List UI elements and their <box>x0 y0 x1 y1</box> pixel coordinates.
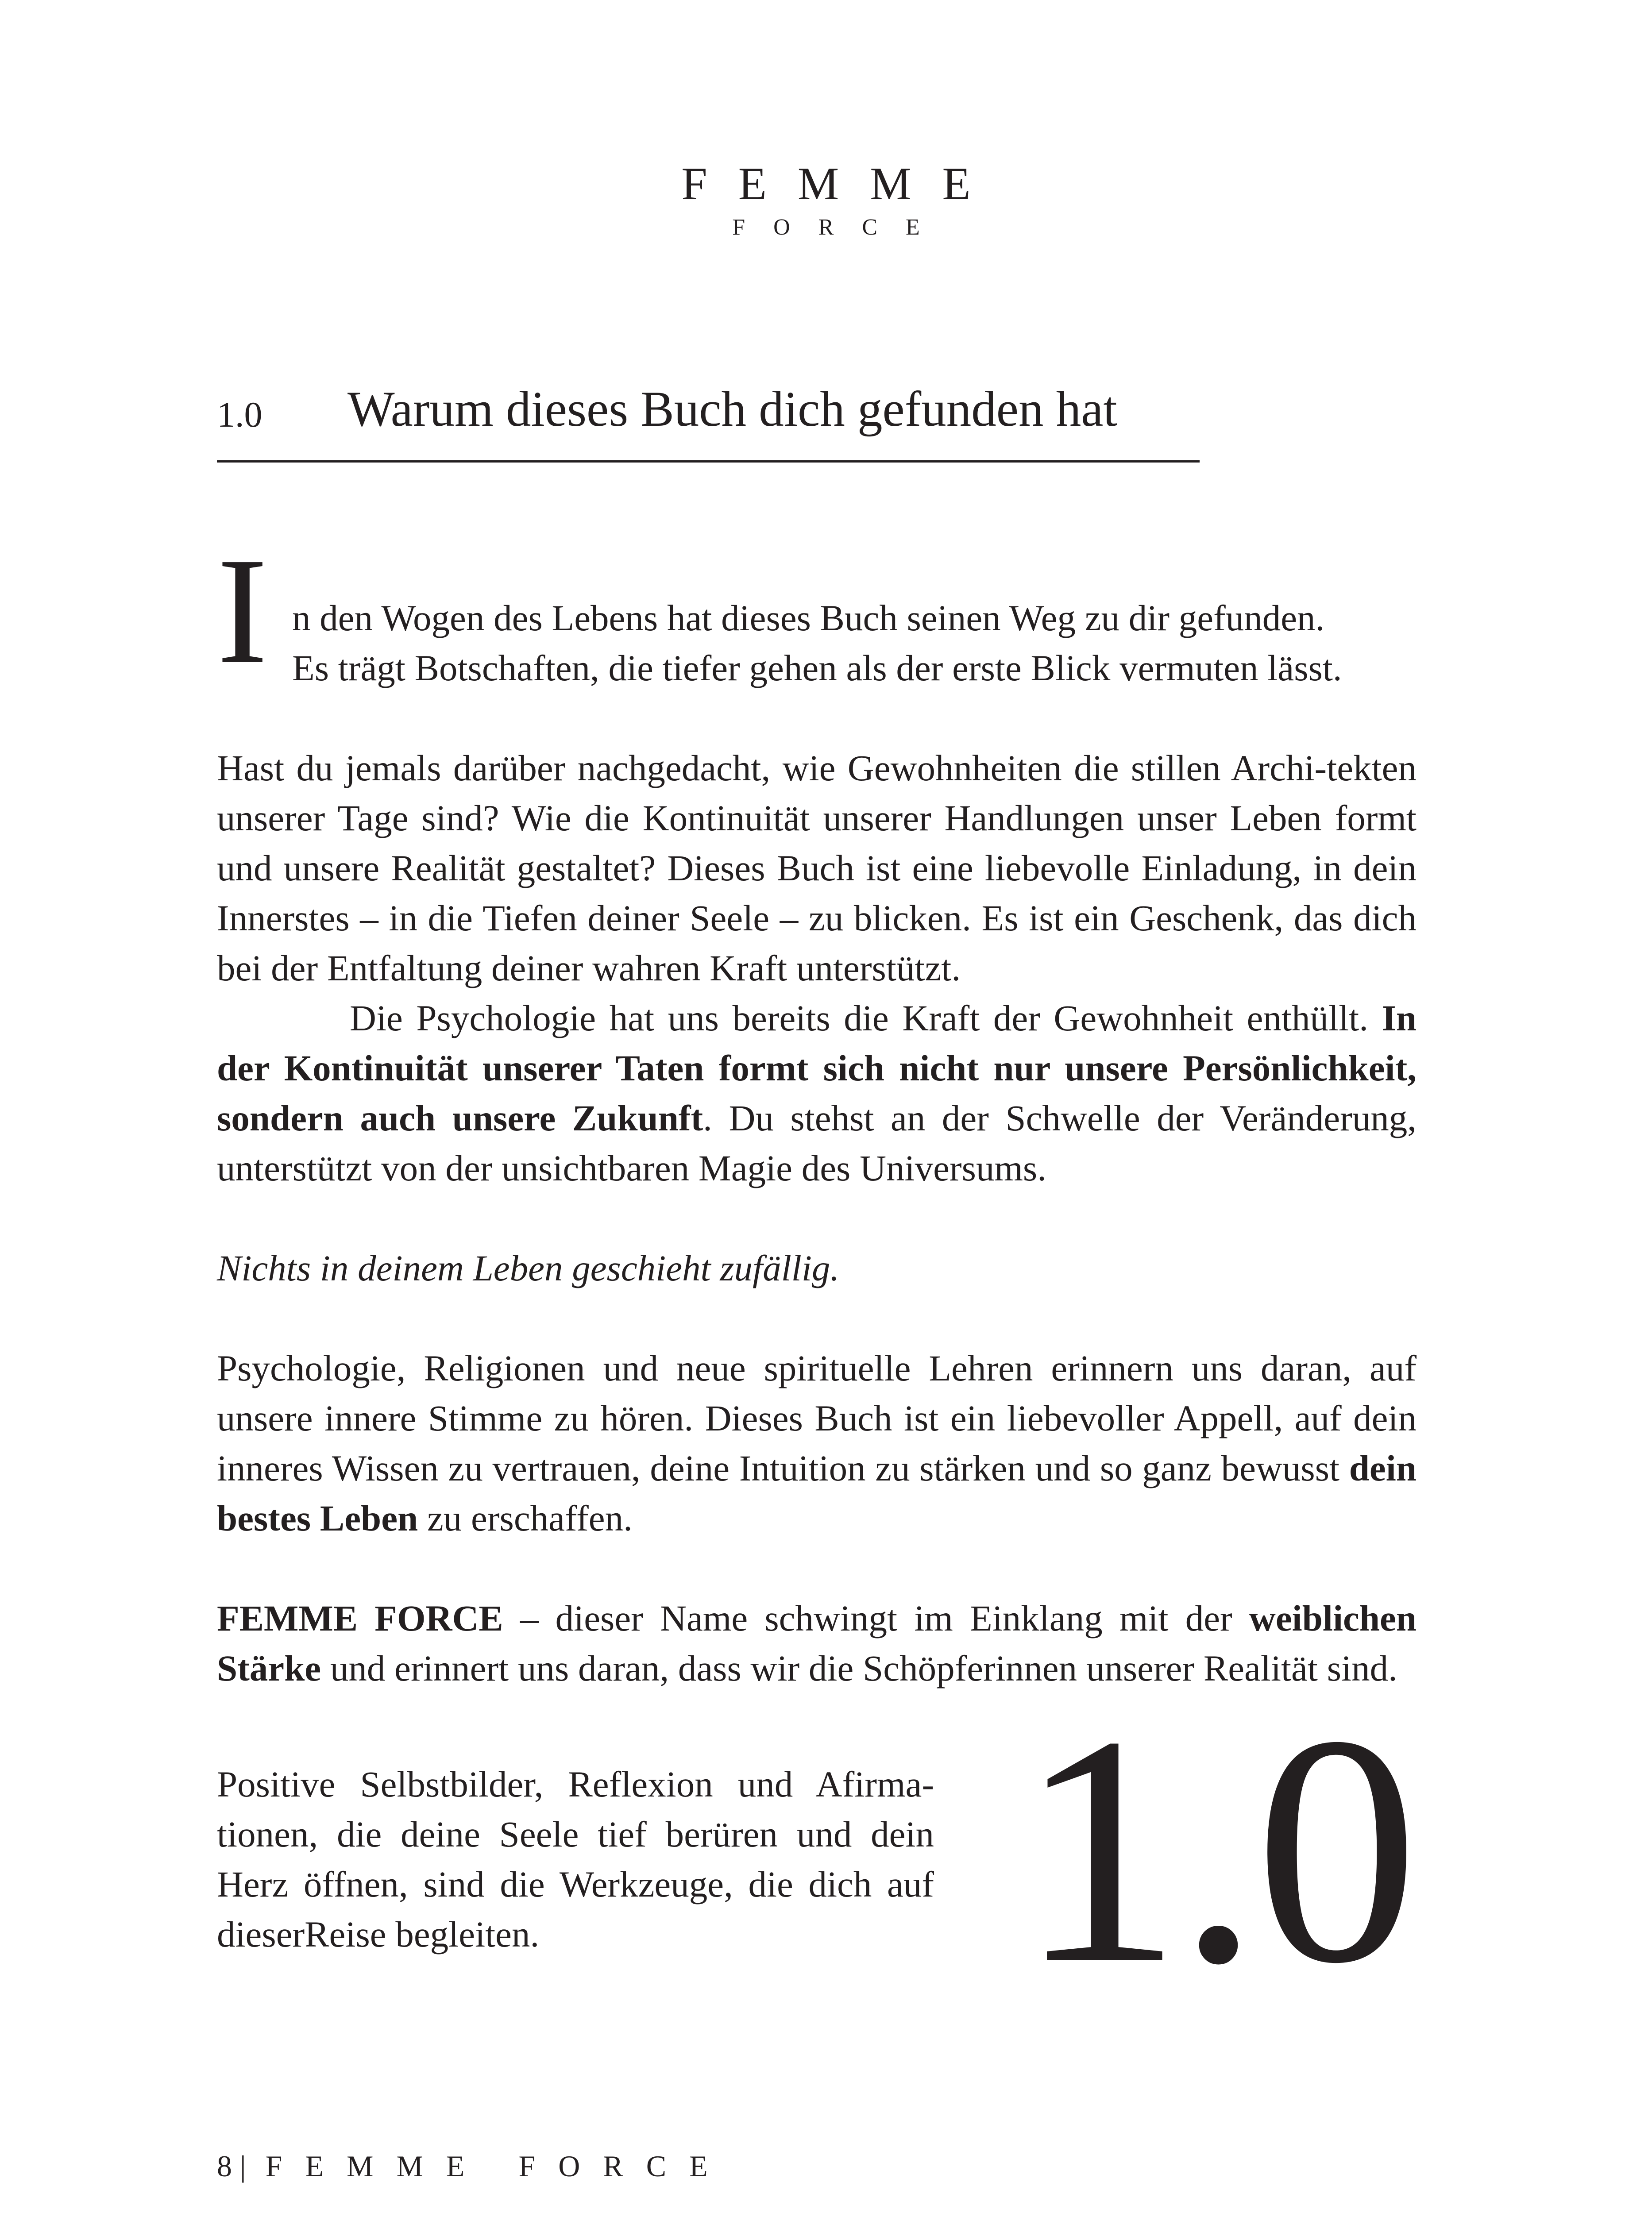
paragraph-text: Psychologie, Religionen und neue spirituelle Lehren erinnern uns daran, auf unsere innere Stimme zu hören. Dieses Buch ist ein liebevoller Appell, auf dein inneres Wissen zu vertrauen, deine Intuition zu stärken und so ganz bewusst <box>217 1348 1417 1488</box>
brand-logo <box>0 157 1652 243</box>
emphasis-text: FEMME FORCE <box>217 1598 503 1639</box>
paragraph-text: zu erschaffen. <box>427 1498 633 1538</box>
chapter-title: Warum dieses Buch dich gefunden hat <box>347 382 1117 437</box>
paragraph-text: . Du stehst an der Schwelle der Veränderung, unterstützt von der unsichtbaren Magie des Universums. <box>217 1098 1417 1188</box>
paragraph-text: – dieser Name schwingt im Einklang mit der <box>520 1598 1232 1639</box>
emphasis-text: In der Kontinuität unserer Taten formt sich nicht nur unsere Persönlichkeit, sondern auch unsere Zukunft <box>217 998 1417 1138</box>
paragraph-habits: Hast du jemals darüber nachgedacht, wie Gewohnheiten die stillen Archi-tekten unserer Tage sind? Wie die Kontinuität unserer Handlungen unser Leben formt und unsere Realität gestaltet? Dieses Buch ist eine liebevolle Einladung, in dein Innerstes – in die Tiefen deiner Seele – zu blicken. Es ist ein Geschenk, das dich bei der Entfaltung deiner wahren Kraft unterstützt. <box>217 748 1417 988</box>
chapter-number: 1.0 <box>217 394 262 435</box>
intro-line-2: Es trägt Botschaften, die tiefer gehen als der erste Blick vermuten lässt. <box>292 648 1342 688</box>
quote-line: Nichts in deinem Leben geschieht zufällig. <box>217 1248 840 1288</box>
drop-cap: I <box>217 526 268 695</box>
paragraph-text: Die Psychologie hat uns bereits die Kraft der Gewohnheit enthüllt. <box>350 998 1368 1038</box>
page-number: 8 <box>217 2149 232 2183</box>
heading-underline <box>217 460 1200 463</box>
footer-word-force: FORCE <box>518 2149 731 2183</box>
logo-line-femme: FEMME <box>681 158 1002 209</box>
page-footer <box>217 2149 731 2184</box>
emphasis-text: weiblichen Stärke <box>217 1598 1417 1689</box>
intro-paragraph <box>217 526 1417 695</box>
paragraph-text: und erinnert uns daran, dass wir die Schöpferinnen unserer Realität sind. <box>330 1648 1397 1689</box>
footer-word-femme: FEMME <box>265 2149 488 2183</box>
paragraph-inner-voice <box>217 1343 1417 1543</box>
paragraph-psychology <box>217 993 1417 1193</box>
footer-separator: | <box>240 2149 246 2183</box>
emphasis-text: dein bestes Leben <box>217 1448 1417 1538</box>
decorative-chapter-number: 1.0 <box>1018 1669 1414 2031</box>
body-text <box>217 526 1417 1693</box>
intro-line-1: n den Wogen des Lebens hat dieses Buch seinen Weg zu dir gefunden. <box>292 598 1325 638</box>
paragraph-affirmations: Positive Selbstbilder, Reflexion und Afirma-tionen, die deine Seele tief berüren und dein Herz öffnen, sind die Werkzeuge, die dich auf dieserReise begleiten. <box>217 1764 934 1955</box>
logo-line-force: FORCE <box>732 215 948 240</box>
